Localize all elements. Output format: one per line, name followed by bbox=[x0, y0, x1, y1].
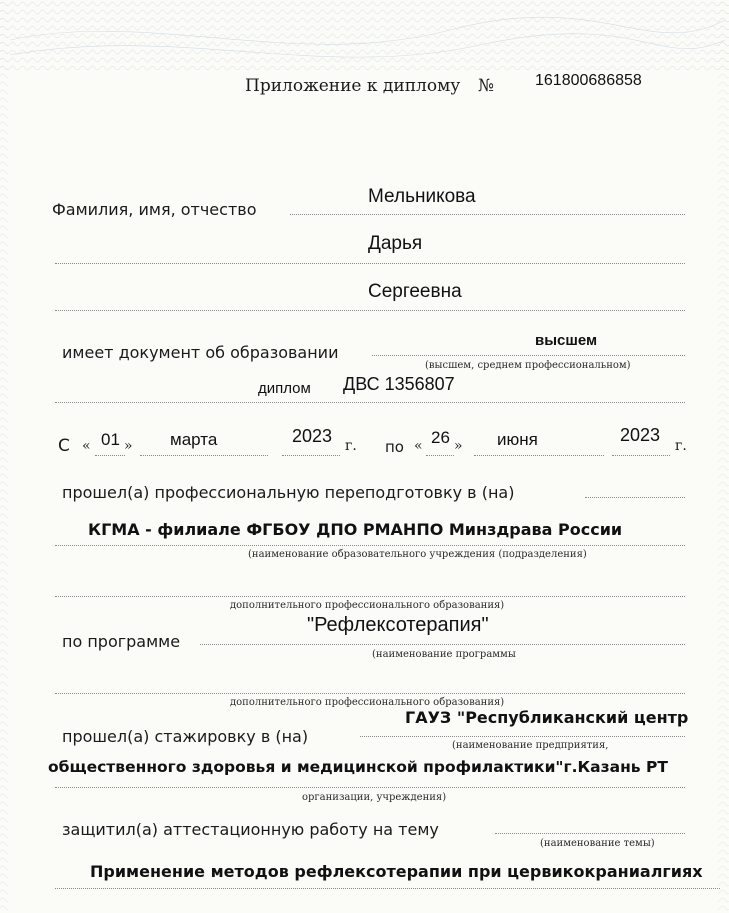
education-level-value: высшем bbox=[535, 332, 598, 349]
from-day-value: 01 bbox=[101, 430, 120, 449]
internship-place-line2: общественного здоровья и медицинской профилактики"г.Казань РТ bbox=[48, 758, 668, 776]
period-from-prefix: С bbox=[58, 436, 70, 456]
document-number-value: ДВС 1356807 bbox=[343, 374, 455, 394]
dpo-line-2 bbox=[55, 693, 685, 694]
first-name-value: Дарья bbox=[368, 233, 423, 254]
quote-open-2: « bbox=[414, 438, 423, 454]
from-month-value: марта bbox=[170, 430, 218, 449]
thesis-label-line bbox=[495, 833, 685, 834]
education-label: имеет документ об образовании bbox=[62, 343, 339, 362]
quote-close-1: » bbox=[124, 438, 133, 454]
dpo-hint-1: дополнительного профессионального образования) bbox=[230, 600, 505, 611]
document-type-value: диплом bbox=[258, 380, 311, 397]
first-name-line bbox=[55, 263, 685, 264]
program-hint: (наименование программы bbox=[372, 649, 516, 660]
internship-hint-2: организации, учреждения) bbox=[302, 792, 447, 803]
to-day-value: 26 bbox=[431, 428, 450, 447]
education-level-hint: (высшем, среднем профессиональном) bbox=[425, 360, 631, 371]
last-name-value: Мельникова bbox=[368, 186, 476, 207]
education-level-line bbox=[372, 355, 685, 356]
to-year-line bbox=[612, 455, 670, 456]
from-year-suffix: г. bbox=[345, 438, 357, 454]
dpo-hint-2: дополнительного профессионального образования) bbox=[230, 697, 505, 708]
internship-label: прошел(а) стажировку в (на) bbox=[62, 727, 309, 746]
patronymic-value: Сергеевна bbox=[368, 281, 462, 302]
fio-label: Фамилия, имя, отчество bbox=[52, 200, 257, 219]
to-year-value: 2023 bbox=[620, 425, 661, 445]
thesis-hint: (наименование темы) bbox=[540, 838, 655, 849]
institution-hint: (наименование образовательного учреждения (подразделения) bbox=[248, 549, 587, 560]
program-label: по программе bbox=[62, 632, 181, 651]
quote-close-2: » bbox=[454, 438, 463, 454]
dpo-line-1 bbox=[55, 596, 685, 597]
to-day-line bbox=[426, 455, 454, 456]
to-month-line bbox=[474, 455, 604, 456]
program-name-value: "Рефлексотерапия" bbox=[307, 614, 489, 636]
period-to-prefix: по bbox=[385, 438, 404, 456]
last-name-line bbox=[290, 214, 685, 215]
to-month-value: июня bbox=[497, 430, 538, 449]
internship-place-line1: ГАУЗ "Республиканский центр bbox=[405, 708, 689, 727]
institution-value: КГМА - филиале ФГБОУ ДПО РМАНПО Минздрава России bbox=[88, 520, 623, 539]
thesis-topic-value: Применение методов рефлексотерапии при цервикокраниалгиях bbox=[90, 862, 703, 881]
retraining-label: прошел(а) профессиональную переподготовку в (на) bbox=[62, 483, 515, 502]
patronymic-line bbox=[55, 310, 685, 311]
number-sign: № bbox=[478, 76, 495, 96]
internship-hint-1: (наименование предприятия, bbox=[452, 740, 609, 751]
internship-line-1 bbox=[360, 736, 685, 737]
quote-open-1: « bbox=[82, 438, 91, 454]
to-year-suffix: г. bbox=[675, 438, 687, 454]
document-line bbox=[55, 402, 685, 403]
from-year-line bbox=[282, 455, 340, 456]
thesis-label: защитил(а) аттестационную работу на тему bbox=[62, 820, 439, 839]
diploma-number: 161800686858 bbox=[535, 72, 642, 89]
program-line bbox=[200, 644, 685, 645]
document-title: Приложение к диплому bbox=[245, 76, 461, 96]
from-year-value: 2023 bbox=[292, 426, 333, 446]
retraining-label-line bbox=[585, 497, 685, 498]
from-day-line bbox=[95, 455, 125, 456]
thesis-topic-line bbox=[55, 888, 720, 889]
internship-line-2 bbox=[55, 787, 685, 788]
from-month-line bbox=[140, 455, 268, 456]
institution-line bbox=[55, 545, 685, 546]
